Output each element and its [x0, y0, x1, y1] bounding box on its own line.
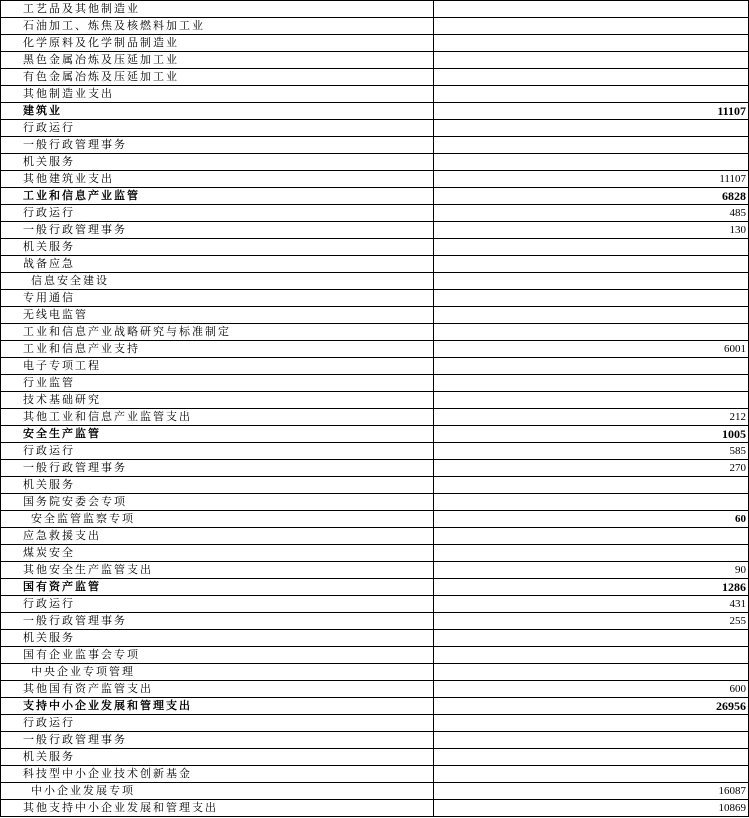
row-name-cell: 行业监管: [1, 375, 434, 392]
row-name-cell: 其他制造业支出: [1, 86, 434, 103]
row-name-cell: 战备应急: [1, 256, 434, 273]
item-row: [1, 613, 749, 630]
item-row: [1, 392, 749, 409]
category-row: [1, 188, 749, 205]
item-row: [1, 324, 749, 341]
row-value-cell: 431: [434, 596, 749, 613]
item-row: [1, 562, 749, 579]
row-name-cell: 工业和信息产业支持: [1, 341, 434, 358]
row-name-cell: 机关服务: [1, 239, 434, 256]
item-row: [1, 256, 749, 273]
row-value-cell: [434, 749, 749, 766]
row-value-cell: [434, 324, 749, 341]
item-row: [1, 494, 749, 511]
row-name-cell: 一般行政管理事务: [1, 222, 434, 239]
item-row: [1, 273, 749, 290]
item-row: [1, 409, 749, 426]
row-value-cell: 60: [434, 511, 749, 528]
row-value-cell: 212: [434, 409, 749, 426]
row-value-cell: [434, 35, 749, 52]
item-row: [1, 681, 749, 698]
row-name-cell: 一般行政管理事务: [1, 460, 434, 477]
item-row: [1, 341, 749, 358]
row-name-cell: 一般行政管理事务: [1, 613, 434, 630]
row-value-cell: [434, 273, 749, 290]
item-row: [1, 171, 749, 188]
item-row: [1, 664, 749, 681]
row-name-cell: 其他安全生产监管支出: [1, 562, 434, 579]
row-name-cell: 技术基础研究: [1, 392, 434, 409]
row-value-cell: [434, 647, 749, 664]
row-name-cell: 其他工业和信息产业监管支出: [1, 409, 434, 426]
row-value-cell: [434, 545, 749, 562]
row-value-cell: 1286: [434, 579, 749, 596]
row-value-cell: 485: [434, 205, 749, 222]
row-value-cell: 255: [434, 613, 749, 630]
row-value-cell: [434, 1, 749, 18]
item-row: [1, 596, 749, 613]
item-row: [1, 375, 749, 392]
item-row: [1, 477, 749, 494]
category-row: [1, 103, 749, 120]
item-row: [1, 545, 749, 562]
row-name-cell: 行政运行: [1, 715, 434, 732]
row-value-cell: 585: [434, 443, 749, 460]
item-row: [1, 511, 749, 528]
row-name-cell: 行政运行: [1, 120, 434, 137]
row-value-cell: 90: [434, 562, 749, 579]
budget-table-body: [1, 1, 749, 817]
row-name-cell: 一般行政管理事务: [1, 732, 434, 749]
row-name-cell: 行政运行: [1, 443, 434, 460]
row-name-cell: 机关服务: [1, 749, 434, 766]
item-row: [1, 443, 749, 460]
category-row: [1, 426, 749, 443]
item-row: [1, 222, 749, 239]
item-row: [1, 460, 749, 477]
row-name-cell: 机关服务: [1, 154, 434, 171]
row-name-cell: 机关服务: [1, 477, 434, 494]
row-name-cell: 安全生产监管: [1, 426, 434, 443]
row-value-cell: [434, 375, 749, 392]
row-name-cell: 工艺品及其他制造业: [1, 1, 434, 18]
row-name-cell: 有色金属冶炼及压延加工业: [1, 69, 434, 86]
row-name-cell: 一般行政管理事务: [1, 137, 434, 154]
row-name-cell: 黑色金属冶炼及压延加工业: [1, 52, 434, 69]
item-row: [1, 307, 749, 324]
row-name-cell: 其他国有资产监管支出: [1, 681, 434, 698]
item-row: [1, 800, 749, 817]
row-value-cell: [434, 137, 749, 154]
item-row: [1, 732, 749, 749]
item-row: [1, 154, 749, 171]
row-name-cell: 煤炭安全: [1, 545, 434, 562]
row-name-cell: 其他建筑业支出: [1, 171, 434, 188]
item-row: [1, 528, 749, 545]
row-name-cell: 建筑业: [1, 103, 434, 120]
row-value-cell: 11107: [434, 103, 749, 120]
row-value-cell: [434, 120, 749, 137]
row-name-cell: 科技型中小企业技术创新基金: [1, 766, 434, 783]
row-name-cell: 机关服务: [1, 630, 434, 647]
item-row: [1, 358, 749, 375]
row-name-cell: 中小企业发展专项: [1, 783, 434, 800]
item-row: [1, 86, 749, 103]
row-name-cell: 电子专项工程: [1, 358, 434, 375]
row-value-cell: [434, 528, 749, 545]
item-row: [1, 766, 749, 783]
row-name-cell: 其他支持中小企业发展和管理支出: [1, 800, 434, 817]
row-value-cell: 11107: [434, 171, 749, 188]
row-name-cell: 支持中小企业发展和管理支出: [1, 698, 434, 715]
item-row: [1, 120, 749, 137]
row-name-cell: 工业和信息产业监管: [1, 188, 434, 205]
item-row: [1, 18, 749, 35]
row-value-cell: [434, 715, 749, 732]
row-value-cell: 1005: [434, 426, 749, 443]
row-value-cell: 270: [434, 460, 749, 477]
item-row: [1, 1, 749, 18]
row-name-cell: 应急救援支出: [1, 528, 434, 545]
row-value-cell: 6001: [434, 341, 749, 358]
row-value-cell: [434, 392, 749, 409]
category-row: [1, 579, 749, 596]
row-name-cell: 中央企业专项管理: [1, 664, 434, 681]
row-name-cell: 信息安全建设: [1, 273, 434, 290]
row-value-cell: [434, 307, 749, 324]
row-name-cell: 国务院安委会专项: [1, 494, 434, 511]
row-value-cell: [434, 477, 749, 494]
row-value-cell: 600: [434, 681, 749, 698]
row-name-cell: 行政运行: [1, 205, 434, 222]
row-name-cell: 专用通信: [1, 290, 434, 307]
row-value-cell: [434, 358, 749, 375]
row-name-cell: 国有资产监管: [1, 579, 434, 596]
row-value-cell: 130: [434, 222, 749, 239]
row-value-cell: [434, 86, 749, 103]
row-value-cell: [434, 664, 749, 681]
row-name-cell: 安全监管监察专项: [1, 511, 434, 528]
item-row: [1, 239, 749, 256]
item-row: [1, 749, 749, 766]
row-value-cell: 16087: [434, 783, 749, 800]
row-value-cell: [434, 766, 749, 783]
item-row: [1, 630, 749, 647]
item-row: [1, 290, 749, 307]
item-row: [1, 52, 749, 69]
row-value-cell: 26956: [434, 698, 749, 715]
row-name-cell: 国有企业监事会专项: [1, 647, 434, 664]
row-value-cell: [434, 52, 749, 69]
item-row: [1, 647, 749, 664]
row-value-cell: [434, 239, 749, 256]
item-row: [1, 205, 749, 222]
row-value-cell: [434, 18, 749, 35]
item-row: [1, 35, 749, 52]
row-value-cell: [434, 630, 749, 647]
row-name-cell: 石油加工、炼焦及核燃料加工业: [1, 18, 434, 35]
row-value-cell: [434, 290, 749, 307]
row-name-cell: 无线电监管: [1, 307, 434, 324]
row-name-cell: 化学原料及化学制品制造业: [1, 35, 434, 52]
item-row: [1, 69, 749, 86]
category-row: [1, 698, 749, 715]
row-value-cell: [434, 256, 749, 273]
row-value-cell: [434, 154, 749, 171]
item-row: [1, 715, 749, 732]
row-name-cell: 工业和信息产业战略研究与标准制定: [1, 324, 434, 341]
row-name-cell: 行政运行: [1, 596, 434, 613]
row-value-cell: [434, 494, 749, 511]
row-value-cell: 6828: [434, 188, 749, 205]
item-row: [1, 137, 749, 154]
row-value-cell: [434, 69, 749, 86]
row-value-cell: [434, 732, 749, 749]
row-value-cell: 10869: [434, 800, 749, 817]
item-row: [1, 783, 749, 800]
